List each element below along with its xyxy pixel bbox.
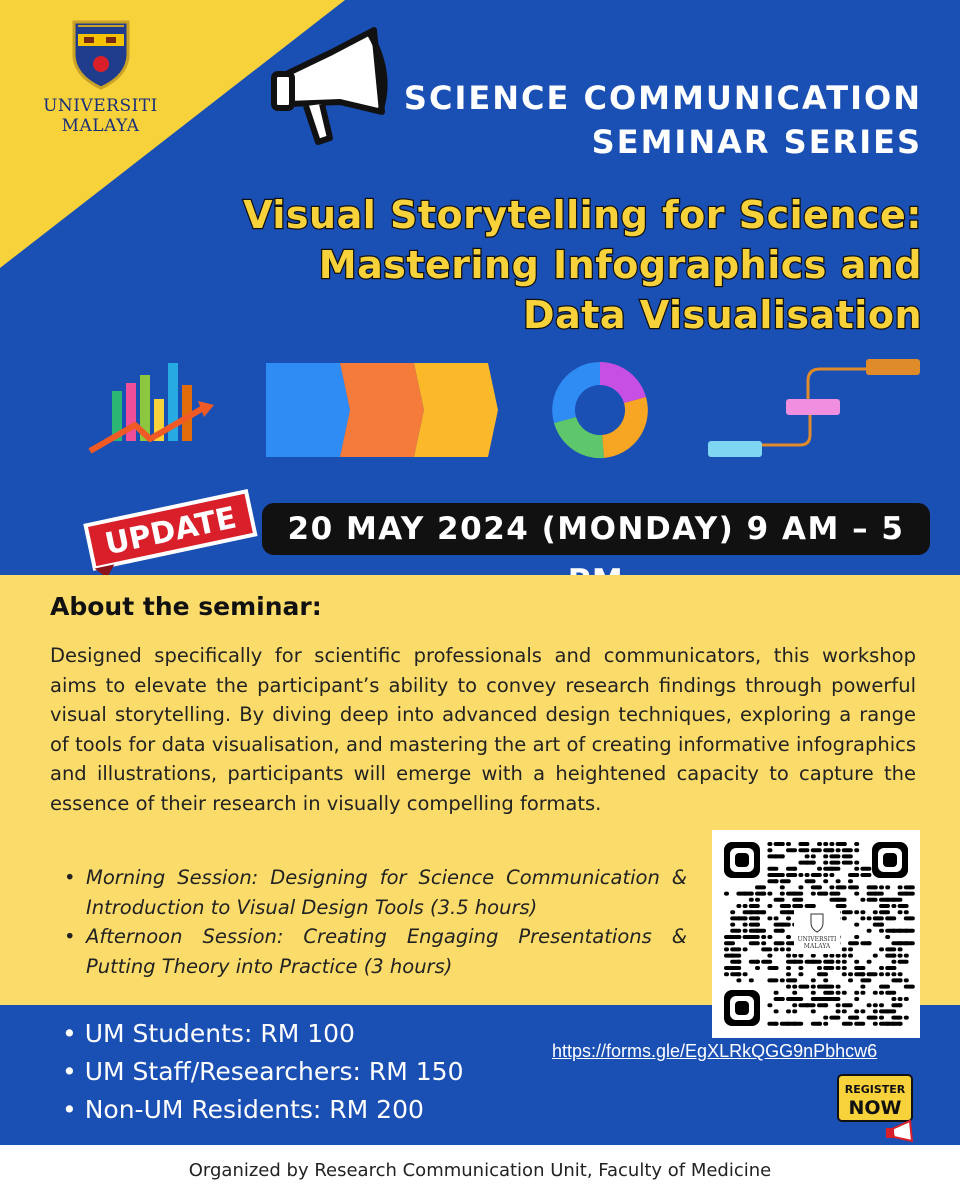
infographic-icons [0,355,960,475]
megaphone-icon [270,22,390,147]
update-label: UPDATE [101,500,240,563]
university-logo [38,18,163,136]
seminar-title [243,190,922,340]
qr-finder-top-left [724,842,760,878]
title-line1: Visual Storytelling for Science: [243,193,922,237]
register-line1: REGISTER [844,1083,906,1096]
about-heading: About the seminar: [50,592,322,621]
session-list [62,863,687,981]
price-non-um: • Non-UM Residents: RM 200 [62,1091,464,1129]
qr-finder-bottom-left [724,990,760,1026]
logo-line2: MALAYA [61,116,140,136]
update-badge [80,478,260,578]
qr-finder-top-right [872,842,908,878]
crest-icon [70,18,132,90]
seminar-series-heading [404,76,922,164]
event-date: 20 MAY 2024 (MONDAY) 9 AM – 5 [262,503,930,555]
price-um-staff: • UM Staff/Researchers: RM 150 [62,1053,464,1091]
price-list [62,1015,464,1129]
footer-organizer: Organized by Research Communication Unit, Faculty of Medicine [0,1145,960,1200]
qr-logo-line1: UNIVERSITI [797,936,837,943]
growth-chart-icon [90,363,214,451]
about-description: Designed specifically for scientific professionals and communicators, this workshop aims to elevate the participant’s ability to convey research findings through powerful visual storytelling. By diving deep into advanced design techniques, exploring a range of tools for data visualisation, and mastering the art of creating informative infographics and illustrations, participants will emerge with a heightened capacity to capture the essence of their research in visually compelling formats. [50,644,916,815]
donut-chart-icon [552,362,648,458]
qr-code[interactable] [712,830,920,1038]
series-line1: SCIENCE COMMUNICATION [403,79,922,117]
session-afternoon: • Afternoon Session: Creating Engaging Presentations & Putting Theory into Practice (3 hours) [62,922,687,981]
title-line2: Mastering Infographics and [318,243,922,287]
qr-logo-line2: MALAYA [803,943,831,950]
session-morning: • Morning Session: Designing for Science Communication & Introduction to Visual Design Tools (3.5 hours) [62,863,687,922]
title-line3: Data Visualisation [523,293,922,337]
small-megaphone-icon [886,1121,912,1141]
registration-link[interactable]: https://forms.gle/EgXLRkQGG9nPbhcw6 [552,1041,878,1061]
logo-line1: UNIVERSITI [43,96,158,116]
register-line2: NOW [848,1097,902,1119]
process-arrows-icon [266,363,498,457]
timeline-steps-icon [708,359,920,457]
price-um-students: • UM Students: RM 100 [62,1015,464,1053]
register-now-button[interactable] [834,1073,924,1143]
series-line2: SEMINAR SERIES [591,123,922,161]
